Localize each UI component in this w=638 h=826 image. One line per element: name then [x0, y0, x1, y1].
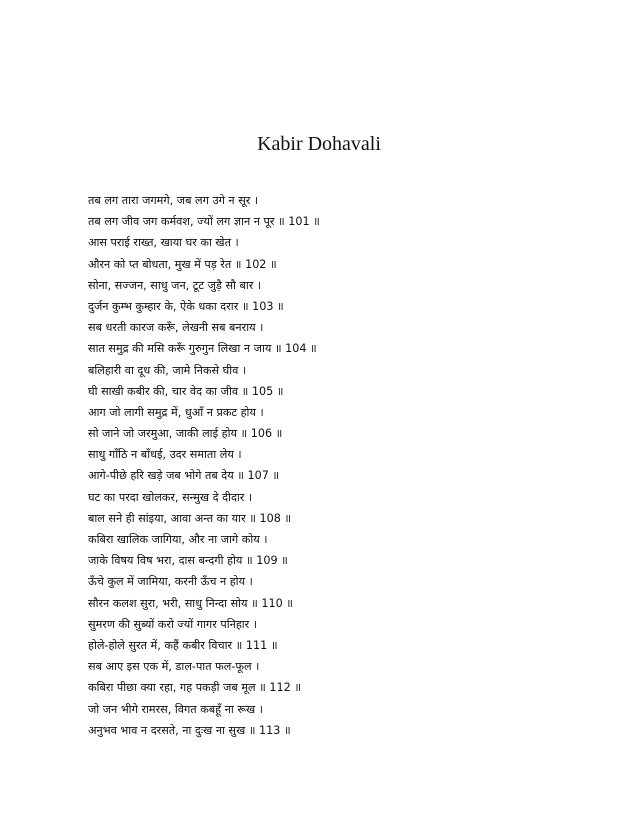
couplet-line: सो जाने जो जरमुआ, जाकी लाई होय ॥ 106 ॥ [88, 427, 283, 441]
couplet-line: सोना, सज्जन, साधु जन, टूट जुड़ै सौ बार । [88, 278, 262, 292]
couplet-line: आगे-पीछे हरि खड़े जब भोगे तब देय ॥ 107 ॥ [88, 469, 280, 483]
couplet-line: आस पराई राख्त, खाया घर का खेत । [88, 236, 239, 250]
couplet-line: कबिरा खालिक जागिया, और ना जागे कोय । [88, 533, 268, 546]
couplet-line: होले-होले सुरत में, कहैं कबीर विचार ॥ 111 ॥ [88, 638, 278, 652]
couplet-line: जाके विषय विष भरा, दास बन्दगी होय ॥ 109 ॥ [88, 554, 288, 568]
couplet-line: सात समुद्र की मसि करूँ गुरुगुन लिखा न जाय ॥ 104 ॥ [88, 342, 317, 356]
couplet-line: बाल सने ही सांइया, आवा अन्त का यार ॥ 108 ॥ [88, 511, 292, 525]
couplet-line: घट का परदा खोलकर, सन्मुख दे दीदार । [88, 490, 253, 504]
couplet-line: अनुभव भाव न दरसते, ना दुःख ना सुख ॥ 113 ॥ [88, 723, 291, 737]
couplet-line: कबिरा पीछा क्या रहा, गह पकड़ी जब मूल ॥ 112 ॥ [88, 681, 302, 695]
couplet-line: दुर्जन कुम्भ कुम्हार के, ऐके धका दरार ॥ 103 ॥ [88, 299, 284, 313]
couplet-line: आग जो लागी समुद्र में, धुआँ न प्रकट होय । [88, 405, 264, 419]
couplet-line: घी साखी कबीर की, चार वेद का जीव ॥ 105 ॥ [88, 384, 284, 398]
couplet-line: औरन को प्त बोधता, मुख में पड़ रेत ॥ 102 ॥ [88, 257, 277, 271]
couplet-line: सब आए इस एक में, डाल-पात फल-फूल । [88, 660, 260, 674]
document-title: Kabir Dohavali [257, 133, 381, 155]
couplet-line: जो जन भीगे रामरस, विगत कबहूँ ना रूख । [88, 702, 263, 716]
couplet-line: साधु गाँठि न बाँधई, उदर समाता लेय । [88, 448, 242, 462]
couplet-list [88, 190, 608, 741]
couplet-line: सब धरती कारज करूँ, लेखनी सब बनराय । [88, 321, 264, 335]
couplet-line: ऊँचे कुल में जामिया, करनी ऊँच न होय । [88, 575, 253, 589]
couplet-line: बलिहारी वा दूध की, जामे निकसे घीव । [88, 363, 247, 377]
couplet-line: तब लग जीव जग कर्मवश, ज्यों लग ज्ञान न पूर ॥ 101 ॥ [88, 215, 320, 229]
couplet-line: सुमरण की सुब्यों करो ज्यों गागर पनिहार । [88, 617, 258, 631]
couplet-line: तब लग तारा जगमगे, जब लग उगे न सूर । [88, 194, 259, 207]
couplet-line: सौरन कलश सुरा, भरी, साधु निन्दा सोय ॥ 110 ॥ [88, 596, 293, 610]
